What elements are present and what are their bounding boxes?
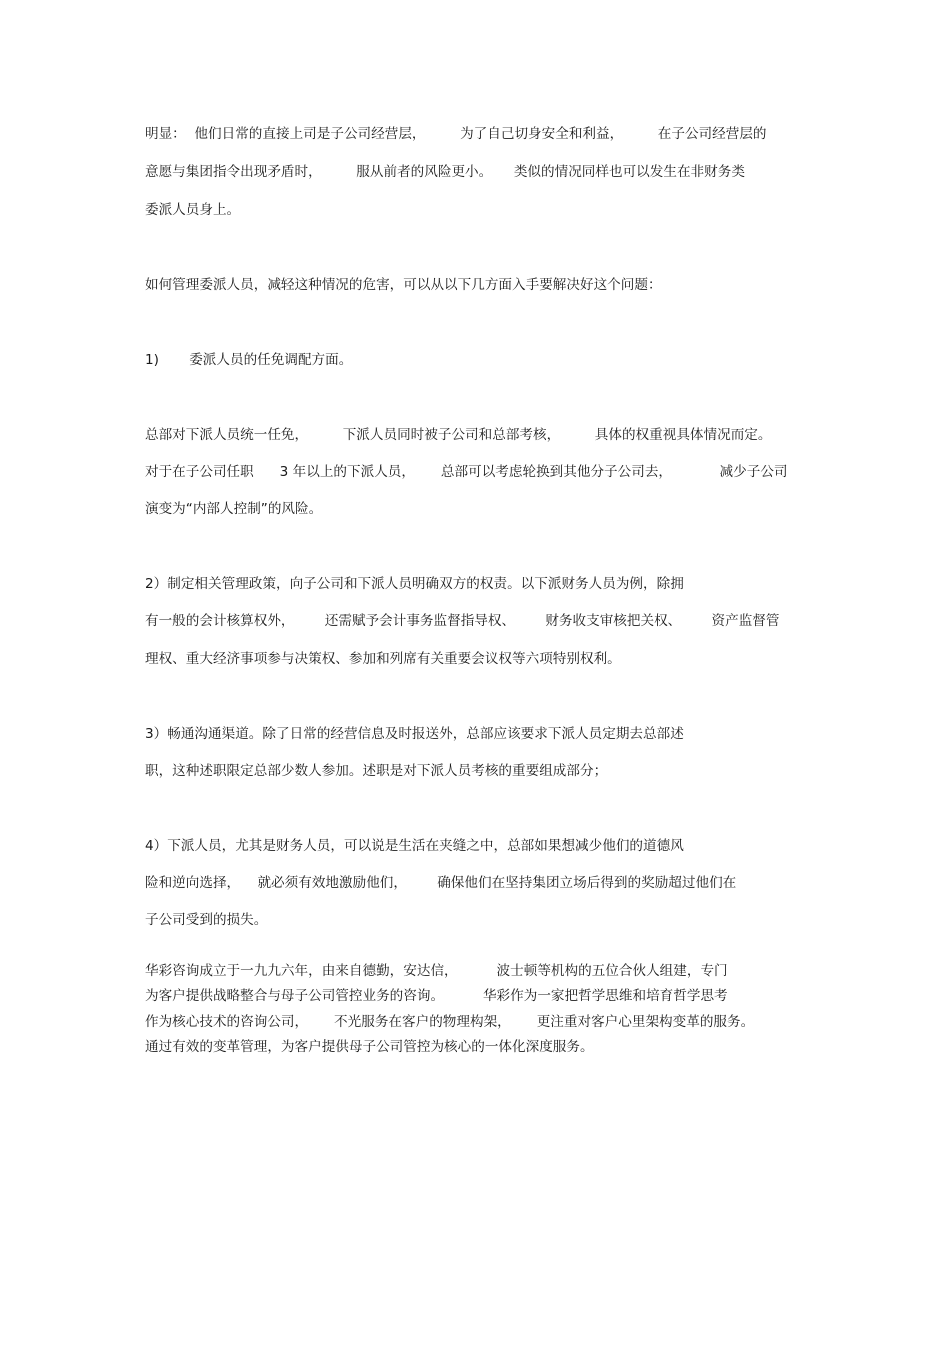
item1-heading: 1) 委派人员的任免调配方面。 [145,352,353,368]
company-line-2: 为客户提供战略整合与母子公司管控业务的咨询。 华彩作为一家把哲学思维和培育哲学思考 [145,988,728,1004]
item2-line-2: 有一般的会计核算权外， 还需赋予会计事务监督指导权、 财务收支审核把关权、 资产监督管 [145,613,780,629]
item1-body-line-2: 对于在子公司任职 3 年以上的下派人员， 总部可以考虑轮换到其他分子公司去， 减少子公司 [145,464,788,480]
item3-line-2: 职，这种述职限定总部少数人参加。述职是对下派人员考核的重要组成部分； [145,763,608,779]
item3-line-1: 3）畅通沟通渠道。除了日常的经营信息及时报送外，总部应该要求下派人员定期去总部述 [145,726,684,742]
company-line-4: 通过有效的变革管理，为客户提供母子公司管控为核心的一体化深度服务。 [145,1039,594,1055]
intro-line-1: 明显： 他们日常的直接上司是子公司经营层， 为了自己切身安全和利益， 在子公司经营层的 [145,126,767,142]
item1-body-line-1: 总部对下派人员统一任免， 下派人员同时被子公司和总部考核， 具体的权重视具体情况而定。 [145,427,772,443]
question-line: 如何管理委派人员，减轻这种情况的危害，可以从以下几方面入手要解决好这个问题： [145,277,662,293]
item2-line-1: 2）制定相关管理政策，向子公司和下派人员明确双方的权责。以下派财务人员为例，除拥 [145,576,684,592]
intro-line-3: 委派人员身上。 [145,202,241,218]
item4-line-1: 4）下派人员，尤其是财务人员，可以说是生活在夹缝之中，总部如果想减少他们的道德风 [145,838,684,854]
item1-body-line-3: 演变为“内部人控制”的风险。 [145,501,323,517]
company-line-1: 华彩咨询成立于一九九六年，由来自德勤，安达信， 波士顿等机构的五位合伙人组建，专门 [145,963,728,979]
item4-line-2: 险和逆向选择， 就必须有效地激励他们， 确保他们在坚持集团立场后得到的奖励超过他们在 [145,875,737,891]
intro-line-2: 意愿与集团指令出现矛盾时， 服从前者的风险更小。 类似的情况同样也可以发生在非财务类 [145,164,745,180]
company-line-3: 作为核心技术的咨询公司， 不光服务在客户的物理构架， 更注重对客户心里架构变革的服务。 [145,1014,755,1030]
item2-line-3: 理权、重大经济事项参与决策权、参加和列席有关重要会议权等六项特别权利。 [145,651,621,667]
item4-line-3: 子公司受到的损失。 [145,912,268,928]
